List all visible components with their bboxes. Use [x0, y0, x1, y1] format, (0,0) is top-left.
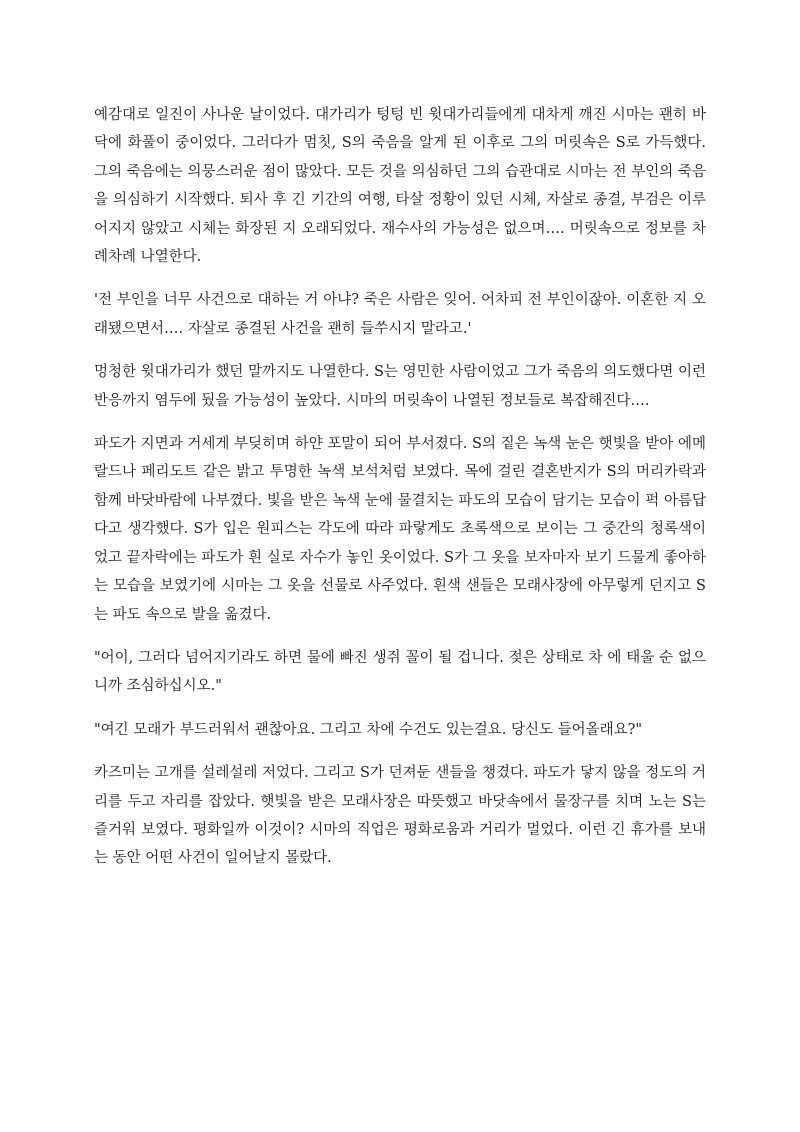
paragraph-4: 파도가 지면과 거세게 부딪히며 하얀 포말이 되어 부서졌다. S의 짙은 녹색 눈은 햇빛을 받아 에메랄드나 페리도트 같은 밝고 투명한 녹색 보석처럼 보였다. 목에 걸린 결혼반지가 S의 머리카락과 함께 바닷바람에 나부꼈다. 빛을 받은 녹색 눈에 물결치는 파도의 모습이 담기는 모습이 퍽 아름답다고 생각했다. S가 입은 원피스는 각도에 따라 파랗게도 초록색으로 보이는 그 중간의 청록색이었고 끝자락에는 파도가 흰 실로 자수가 놓인 옷이었다. S가 그 옷을 보자마자 보기 드물게 좋아하는 모습을 보였기에 시마는 그 옷을 선물로 사주었다. 흰색 샌들은 모래사장에 아무렇게 던지고 S는 파도 속으로 발을 옮겼다. [94, 436, 706, 623]
paragraph-2: '전 부인을 너무 사건으로 대하는 거 아냐? 죽은 사람은 잊어. 어차피 전 부인이잖아. 이혼한 지 오래됐으면서…. 자살로 종결된 사건을 괜히 들쑤시지 말라고.' [94, 292, 706, 337]
paragraph-5: "어이, 그러다 넘어지기라도 하면 물에 빠진 생쥐 꼴이 될 겁니다. 젖은 상태로 차 에 태울 순 없으니까 조심하십시오." [94, 649, 706, 695]
paragraph-3: 멍청한 윗대가리가 했던 말까지도 나열한다. S는 영민한 사람이었고 그가 죽음의 의도했다면 이런 반응까지 염두에 뒀을 가능성이 높았다. 시마의 머릿속이 나열된 정보들로 복잡해진다…. [94, 364, 706, 409]
paragraph-6: "여긴 모래가 부드러워서 괜찮아요. 그리고 차에 수건도 있는걸요. 당신도 들어올래요?" [94, 721, 643, 738]
paragraph-1: 예감대로 일진이 사나운 날이었다. 대가리가 텅텅 빈 윗대가리들에게 대차게 깨진 시마는 괜히 바닥에 화풀이 중이었다. 그러다가 멈칫, S의 죽음을 알게 된 이후로 그의 머릿속은 S로 가득했다. 그의 죽음에는 의뭉스러운 점이 많았다. 모든 것을 의심하던 그의 습관대로 시마는 전 부인의 죽음을 의심하기 시작했다. 퇴사 후 긴 기간의 여행, 타살 정황이 있던 시체, 자살로 종결, 부검은 이루어지지 않았고 시체는 화장된 지 오래되었다. 재수사의 가능성은 없으며…. 머릿속으로 정보를 차례차례 나열한다. [94, 107, 706, 266]
paragraph-7: 카즈미는 고개를 설레설레 저었다. 그리고 S가 던져둔 샌들을 챙겼다. 파도가 닿지 않을 정도의 거리를 두고 자리를 잡았다. 햇빛을 받은 모래사장은 따뜻했고 바닷속에서 물장구를 치며 노는 S는 즐거워 보였다. 평화일까 이것이? 시마의 직업은 평화로움과 거리가 멀었다. 이런 긴 휴가를 보내는 동안 어떤 사건이 일어날지 몰랐다. [94, 765, 706, 867]
document-page [94, 101, 706, 888]
